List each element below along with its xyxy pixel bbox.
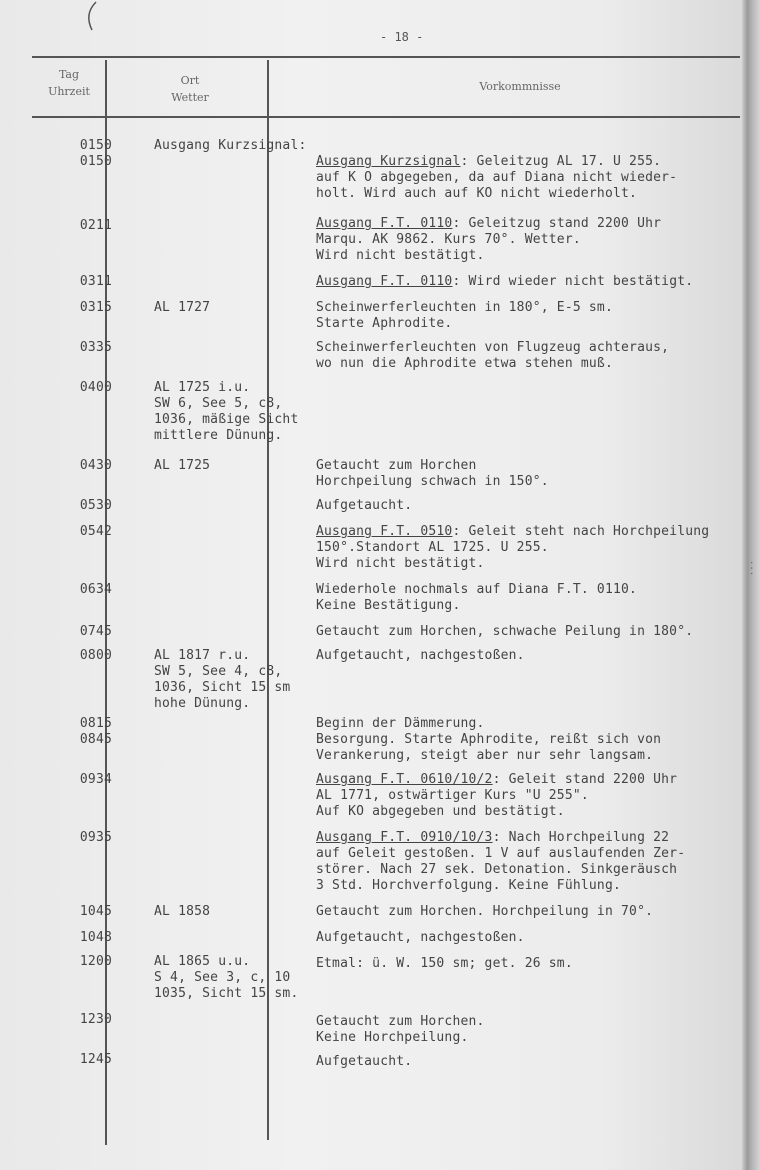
page-corner-mark: [82, 0, 102, 34]
message-heading: Ausgang F.T. 0110: [316, 274, 453, 289]
header-place: Ort Wetter: [171, 74, 209, 104]
row-text: Getaucht zum Horchen Horchpeilung schwach in 150°.: [316, 458, 549, 489]
header-time: Tag Uhrzeit: [48, 68, 90, 98]
row-time: 0530: [79, 498, 112, 513]
row-text: Getaucht zum Horchen. Keine Horchpeilung.: [316, 1014, 485, 1045]
row-text: Beginn der Dämmerung. Besorgung. Starte Aphrodite, reißt sich von Verankerung, steigt aber nur sehr langsam.: [316, 716, 662, 763]
row-time: 1200: [79, 954, 112, 969]
row-time: 0311: [79, 274, 112, 289]
message-heading: Ausgang Kurzsignal: [316, 154, 461, 169]
row-text: Getaucht zum Horchen. Horchpeilung in 70°.: [316, 904, 654, 919]
row-text: Ausgang Kurzsignal: Geleitzug AL 17. U 255. auf K O abgegeben, da auf Diana nicht wieder- holt. Wird auch auf KO nicht wiederholt.: [316, 154, 678, 201]
row-time: 0335: [79, 340, 112, 355]
row-time: 0745: [79, 624, 112, 639]
row-text: Ausgang F.T. 0610/10/2: Geleit stand 2200 Uhr AL 1771, ostwärtiger Kurs "U 255". Auf KO abgegeben und bestätigt.: [316, 772, 678, 819]
header-top-rule: [32, 56, 740, 58]
row-place: AL 1725 i.u. SW 6, See 5, c8, 1036, mäßige Sicht mittlere Dünung.: [154, 380, 299, 443]
row-time: 1048: [79, 930, 112, 945]
header-events: Vorkommnisse: [479, 80, 561, 93]
row-time: 1045: [79, 904, 112, 919]
row-time: 0400: [79, 380, 112, 395]
row-text: Ausgang F.T. 0110: Geleitzug stand 2200 Uhr Marqu. AK 9862. Kurs 70°. Wetter. Wird nicht bestätigt.: [316, 216, 662, 263]
message-heading: Ausgang F.T. 0510: [316, 524, 453, 539]
row-text: Ausgang F.T. 0910/10/3: Nach Horchpeilung 22 auf Geleit gestoßen. 1 V auf auslaufenden Zer- störer. Nach 27 sek. Detonation. Sinkgeräusch 3 Std. Horchverfolgung. Keine Fühlung.: [316, 830, 686, 893]
row-text: Etmal: ü. W. 150 sm; get. 26 sm.: [316, 956, 573, 971]
row-place: Ausgang Kurzsignal:: [154, 138, 307, 153]
row-text: Aufgetaucht, nachgestoßen.: [316, 930, 525, 945]
row-time: 0211: [79, 218, 112, 233]
row-time: 0934: [79, 772, 112, 787]
row-time: 0800: [79, 648, 112, 663]
message-heading: Ausgang F.T. 0610/10/2: [316, 772, 493, 787]
page-number: - 18 -: [380, 30, 424, 44]
message-heading: Ausgang F.T. 0110: [316, 216, 453, 231]
header-bottom-rule: [32, 116, 740, 118]
margin-note: ...: [748, 560, 758, 577]
row-time: 0150 0150: [79, 138, 112, 169]
row-text: Aufgetaucht.: [316, 498, 413, 513]
row-time: 0935: [79, 830, 112, 845]
row-time: 0634: [79, 582, 112, 597]
row-text: Getaucht zum Horchen, schwache Peilung in 180°.: [316, 624, 694, 639]
row-place: AL 1725: [154, 458, 211, 473]
row-text: Ausgang F.T. 0510: Geleit steht nach Horchpeilung 150°.Standort AL 1725. U 255. Wird nicht bestätigt.: [316, 524, 710, 571]
row-text: Scheinwerferleuchten in 180°, E-5 sm. Starte Aphrodite.: [316, 300, 613, 331]
row-time: 0315: [79, 300, 112, 315]
message-heading: Ausgang F.T. 0910/10/3: [316, 830, 493, 845]
row-time: 1245: [79, 1052, 112, 1067]
row-place: AL 1858: [154, 904, 211, 919]
row-text: Wiederhole nochmals auf Diana F.T. 0110. Keine Bestätigung.: [316, 582, 638, 613]
row-time: 0542: [79, 524, 112, 539]
row-text: Aufgetaucht.: [316, 1054, 413, 1069]
row-text: Scheinwerferleuchten von Flugzeug achteraus, wo nun die Aphrodite etwa stehen muß.: [316, 340, 670, 371]
row-place: AL 1865 u.u. S 4, See 3, c, 10 1035, Sicht 15 sm.: [154, 954, 299, 1001]
row-text: Ausgang F.T. 0110: Wird wieder nicht bestätigt.: [316, 274, 694, 289]
row-place: AL 1817 r.u. SW 5, See 4, c8, 1036, Sicht 15 sm hohe Dünung.: [154, 648, 291, 711]
row-place: AL 1727: [154, 300, 211, 315]
row-time: 0430: [79, 458, 112, 473]
row-text: Aufgetaucht, nachgestoßen.: [316, 648, 525, 663]
row-time: 0815 0845: [79, 716, 112, 747]
row-time: 1230: [79, 1012, 112, 1027]
page-edge-shadow: [742, 0, 760, 1170]
